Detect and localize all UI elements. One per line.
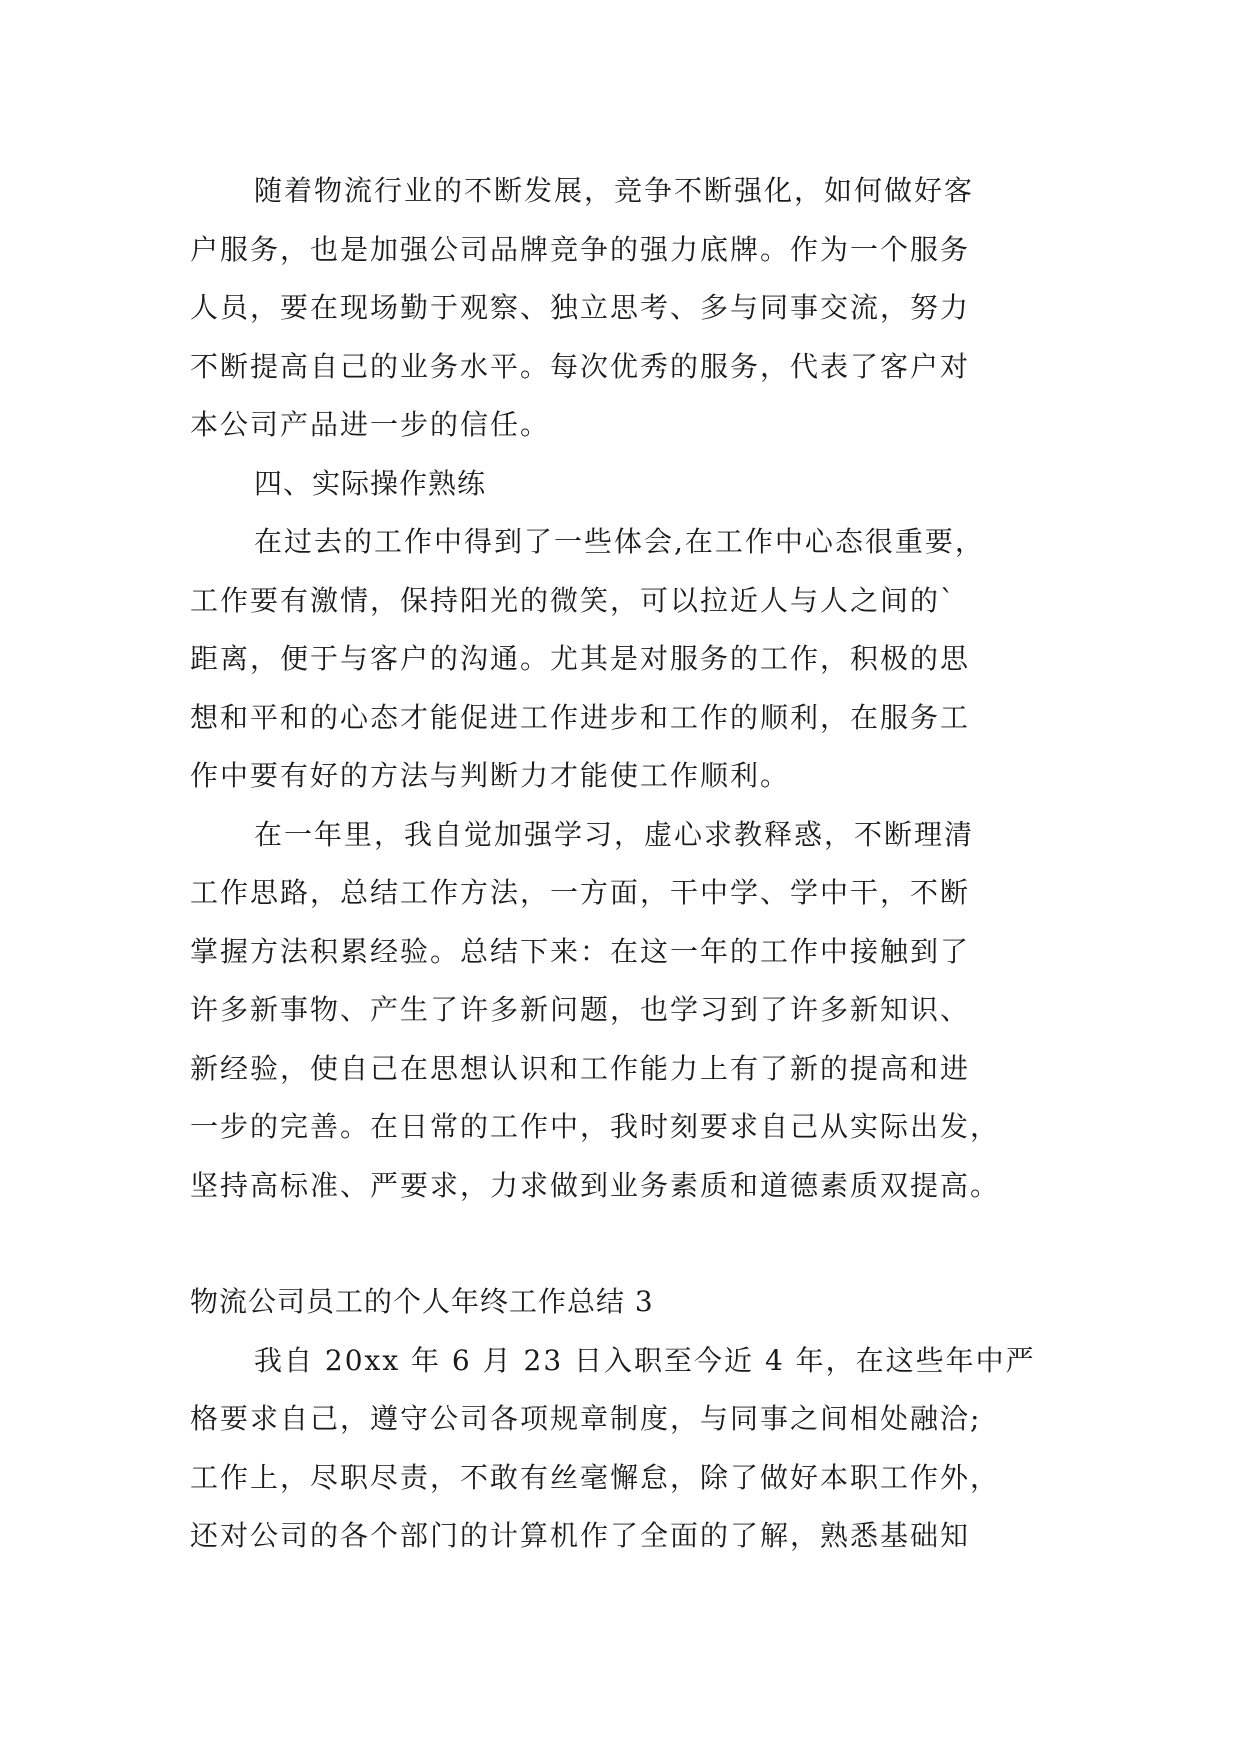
document-title: 物流公司员工的个人年终工作总结 3 — [190, 1285, 654, 1318]
text-line: 户服务，也是加强公司品牌竞争的强力底牌。作为一个服务 — [190, 232, 971, 266]
text-line: 在一年里，我自觉加强学习，虚心求教释惑，不断理清 — [254, 817, 975, 851]
section-heading-4: 四、实际操作熟练 — [254, 466, 487, 500]
text-line: 在过去的工作中得到了一些体会,在工作中心态很重要， — [254, 525, 985, 558]
paragraph-work-attitude — [190, 513, 1050, 806]
text-line: 不断提高自己的业务水平。每次优秀的服务，代表了客户对 — [190, 349, 971, 383]
text-line: 格要求自己，遵守公司各项规章制度，与同事之间相处融洽; — [190, 1402, 982, 1435]
text-line: 想和平和的心态才能促进工作进步和工作的顺利，在服务工 — [190, 700, 971, 734]
paragraph-customer-service — [190, 162, 1050, 455]
text-line: 掌握方法积累经验。总结下来：在这一年的工作中接触到了 — [190, 934, 971, 968]
text-line: 我自 20xx 年 6 月 23 日入职至今近 4 年，在这些年中严 — [254, 1343, 1036, 1377]
text-line: 距离，便于与客户的沟通。尤其是对服务的工作，积极的思 — [190, 642, 971, 675]
text-line: 新经验，使自己在思想认识和工作能力上有了新的提高和进 — [190, 1051, 971, 1085]
text-line: 作中要有好的方法与判断力才能使工作顺利。 — [190, 759, 791, 792]
section-spacer — [190, 1215, 1050, 1273]
text-line: 还对公司的各个部门的计算机作了全面的了解，熟悉基础知 — [190, 1519, 971, 1552]
text-line: 工作上，尽职尽责，不敢有丝毫懈怠，除了做好本职工作外， — [190, 1460, 1001, 1494]
text-line: 人员，要在现场勤于观察、独立思考、多与同事交流，努力 — [190, 291, 971, 324]
text-line: 许多新事物、产生了许多新问题，也学习到了许多新知识、 — [190, 993, 971, 1026]
paragraph-employment-summary — [190, 1332, 1050, 1566]
text-line: 随着物流行业的不断发展，竞争不断强化，如何做好客 — [254, 174, 975, 207]
document-body — [190, 162, 1050, 1566]
text-line: 一步的完善。在日常的工作中，我时刻要求自己从实际出发， — [190, 1110, 1001, 1143]
paragraph-yearly-learning — [190, 806, 1050, 1216]
text-line: 坚持高标准、严要求，力求做到业务素质和道德素质双提高。 — [190, 1168, 1001, 1202]
text-line: 工作要有激情，保持阳光的微笑，可以拉近人与人之间的` — [190, 583, 957, 617]
text-line: 本公司产品进一步的信任。 — [190, 408, 551, 441]
text-line: 工作思路，总结工作方法，一方面，干中学、学中干，不断 — [190, 876, 971, 909]
